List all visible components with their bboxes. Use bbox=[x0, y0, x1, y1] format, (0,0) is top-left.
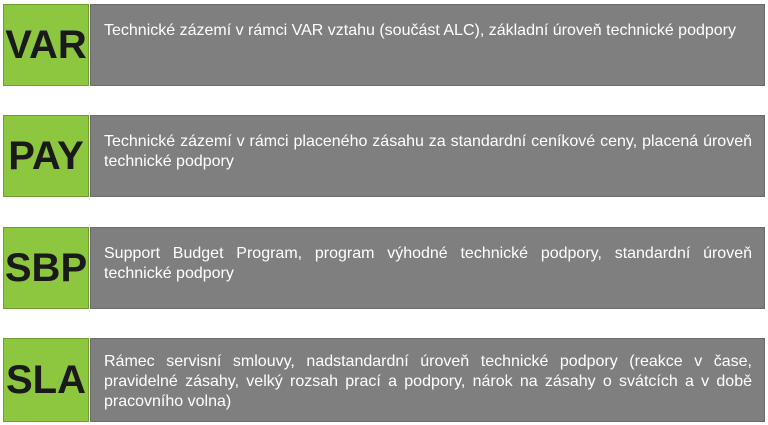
support-level-code-sbp: SBP bbox=[3, 227, 89, 309]
support-level-code-pay: PAY bbox=[3, 115, 89, 197]
support-level-code-var: VAR bbox=[3, 4, 89, 86]
support-level-description-pay: Technické zázemí v rámci placeného zásahu za standardní ceníkové ceny, placená úroveň technické podpory bbox=[90, 115, 765, 197]
support-level-description-sla: Rámec servisní smlouvy, nadstandardní úroveň technické podpory (reakce v čase, pravidelné zásahy, velký rozsah prací a podpory, nárok na zásahy o svátcích a v době pracovního volna) bbox=[90, 338, 765, 422]
support-level-description-var: Technické zázemí v rámci VAR vztahu (součást ALC), základní úroveň technické podpory bbox=[90, 4, 765, 86]
support-level-code-sla: SLA bbox=[3, 338, 89, 422]
support-level-description-sbp: Support Budget Program, program výhodné technické podpory, standardní úroveň technické podpory bbox=[90, 227, 765, 309]
